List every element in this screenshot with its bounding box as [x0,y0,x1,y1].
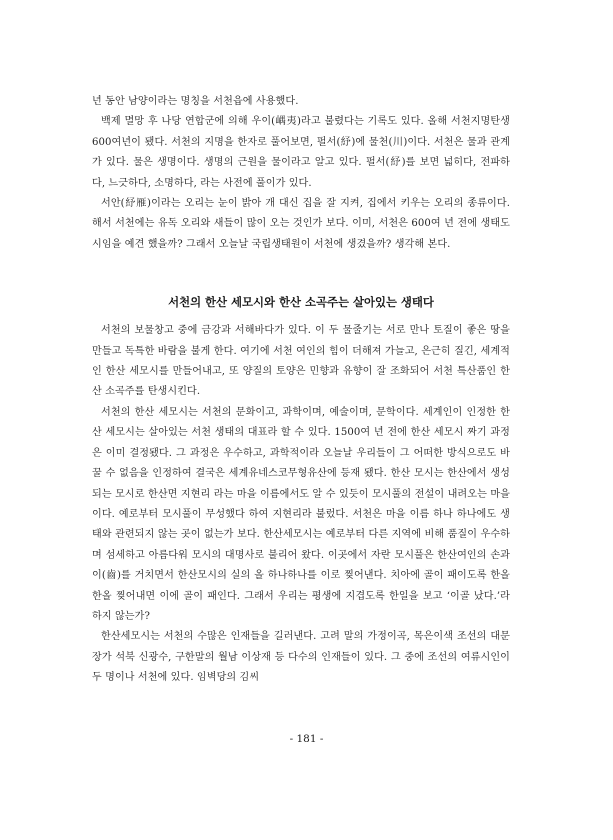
paragraph-ui-record: 백제 멸망 후 나당 연합군에 의해 우이(嵎夷)라고 불렸다는 기록도 있다. 올해 서천지명탄생 600여년이 됐다. 서천의 지명을 한자로 풀어보면, 펄서(紓)에 물천(川)이다. 서천은 물과 관계가 있다. 물은 생명이다. 생명의 근원을 물이라고 알고 있다. 펄서(紓)를 보면 넓히다, 전파하다, 느긋하다, 소명하다, 라는 사전에 풀이가 있다. [92,116,510,189]
paragraph-continuation: 년 동안 남양이라는 명칭을 서천읍에 사용했다. [92,96,299,107]
paragraph-ramie: 서천의 한산 세모시는 서천의 문화이고, 과학이며, 예술이며, 문학이다. 세계인이 인정한 한산 세모시는 살아있는 서천 생태의 대표라 할 수 있다. 1500여 년 전에 한산 세모시 짜기 과정은 이미 결정됐다. 그 과정은 우수하고, 과학적이라 오늘날 우리들이 그 어떠한 방식으로도 바꿀 수 없음을 인정하여 결국은 세계유네스코무형유산에 등재 됐다. 한산 모시는 한산에서 생성되는 모시로 한산면 지현리 라는 마을 이름에서도 알 수 있듯이 모시풀의 전설이 내려오는 마을이다. 예로부터 모시풀이 무성했다 하여 지현리라 불렀다. 서천은 마을 이름 하나 하나에도 생태와 관련되지 않는 곳이 없는가 보다. 한산세모시는 예로부터 다른 지역에 비해 품질이 우수하며 섬세하고 아름다워 모시의 대명사로 불리어 왔다. 이곳에서 자란 모시풀은 한산여인의 손과 이(齒)를 거치면서 한산모시의 실의 올 하나하나를 이로 찢어낸다. 치아에 골이 패이도록 한올한올 찢어내면 이에 골이 패인다. 그래서 우리는 평생에 지겹도록 한일을 보고 ‘이골 났다.’라 하지 않는가? [92,406,510,622]
paragraph-talents: 한산세모시는 서천의 수많은 인재들을 길러낸다. 고려 말의 가정이곡, 목은이색 조선의 대문장가 석북 신광수, 구한말의 월남 이상재 등 다수의 인재들이 있다. 그 중에 조선의 여류시인이 두 명이나 서천에 있다. 임벽당의 김씨 [92,631,510,684]
paragraph-treasure: 서천의 보물창고 중에 금강과 서해바다가 있다. 이 두 물줄기는 서로 만나 토질이 좋은 땅을 만들고 독특한 바람을 불게 한다. 여기에 서천 여인의 힘이 더해져 가늘고, 은근히 질긴, 세계적인 한산 세모시를 만들어내고, 또 양질의 토양은 민향과 유향이 잘 조화되어 서천 특산품인 한산 소곡주를 탄생시킨다. [92,325,510,398]
page-number: - 181 - [289,733,324,745]
body-text [92,92,510,689]
section-heading: 서천의 한산 세모시와 한산 소곡주는 살아있는 생태다 [168,295,434,310]
paragraph-duck: 서안(紓雁)이라는 오리는 눈이 밝아 개 대신 집을 잘 지켜, 집에서 키우는 오리의 종류이다. 해서 서천에는 유독 오리와 새들이 많이 오는 것인가 보다. 이미, 서천은 600여 년 전에 생태도시임을 예견 했을까? 그래서 오늘날 국립생태원이 서천에 생겼을까? 생각해 본다. [92,198,510,250]
